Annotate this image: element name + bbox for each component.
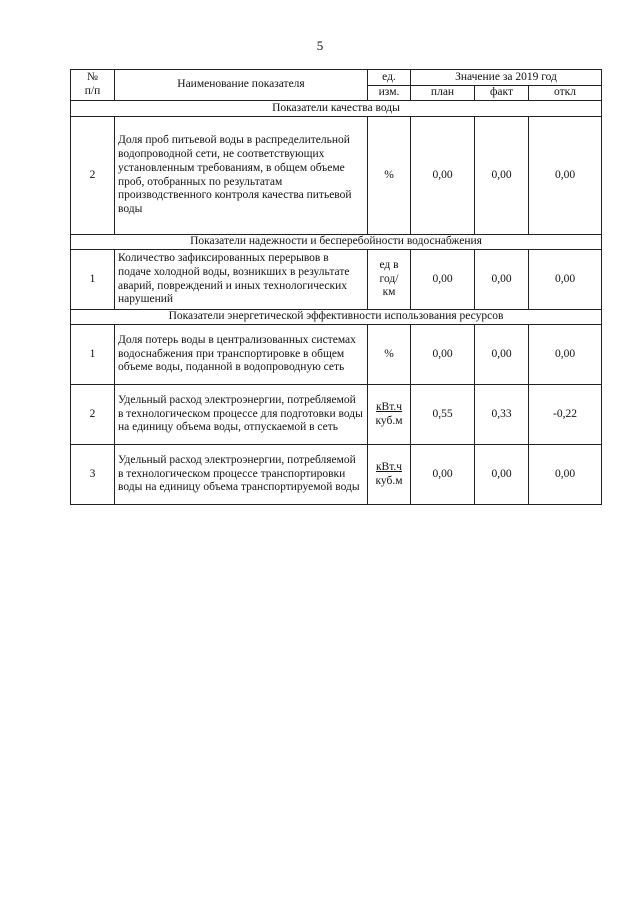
row-name: Удельный расход электроэнергии, потребляемой в технологическом процессе транспортировки воды на единицу объема транспортируемой воды [115,445,368,505]
header-unit-line1: ед. [368,70,411,86]
row-unit: % [368,325,411,385]
row-name: Доля проб питьевой воды в распределительной водопроводной сети, не соответствующих установленным требованиям, в общем объеме проб, отобранных по результатам производственного контроля качества питьевой воды [115,117,368,235]
row-fact: 0,00 [475,117,529,235]
header-unit-line2: изм. [368,86,411,101]
row-plan: 0,00 [411,445,475,505]
header-dev: откл [529,86,602,101]
row-unit [368,445,411,505]
table-row [71,117,602,235]
row-dev: 0,00 [529,325,602,385]
row-dev: 0,00 [529,117,602,235]
row-dev: -0,22 [529,385,602,445]
row-plan: 0,00 [411,250,475,310]
header-fact: факт [475,86,529,101]
row-dev: 0,00 [529,250,602,310]
row-plan: 0,00 [411,117,475,235]
table-row [71,445,602,505]
header-plan: план [411,86,475,101]
row-fact: 0,00 [475,250,529,310]
header-name: Наименование показателя [115,70,368,101]
row-fact: 0,00 [475,325,529,385]
row-unit-line2: год/ [379,272,399,285]
unit-fraction [375,401,402,429]
table-row [71,325,602,385]
row-num: 1 [71,250,115,310]
unit-denominator: куб.м [375,414,403,427]
indicators-table [70,69,602,505]
row-unit [368,385,411,445]
table-row [71,250,602,310]
row-fact: 0,33 [475,385,529,445]
table-row [71,385,602,445]
row-unit: % [368,117,411,235]
header-value-group: Значение за 2019 год [411,70,602,86]
header-num-line1: № [87,71,98,84]
row-num: 3 [71,445,115,505]
section-title-reliability: Показатели надежности и бесперебойности водоснабжения [71,235,602,250]
header-num [71,70,115,101]
section-title-energy: Показатели энергетической эффективности использования ресурсов [71,310,602,325]
row-plan: 0,00 [411,325,475,385]
row-plan: 0,55 [411,385,475,445]
row-num: 2 [71,385,115,445]
header-num-line2: п/п [84,85,101,97]
row-num: 1 [71,325,115,385]
row-num: 2 [71,117,115,235]
row-unit-line1: ед в [379,258,399,271]
row-dev: 0,00 [529,445,602,505]
section-title-quality: Показатели качества воды [71,101,602,117]
unit-fraction [375,461,402,489]
row-fact: 0,00 [475,445,529,505]
row-unit [368,250,411,310]
page-number: 5 [316,38,324,53]
unit-denominator: куб.м [375,474,403,487]
row-name: Доля потерь воды в централизованных системах водоснабжения при транспортировке в общем объеме воды, поданной в водопроводную сеть [115,325,368,385]
unit-numerator: кВт.ч [375,460,403,473]
row-name: Количество зафиксированных перерывов в подаче холодной воды, возникших в результате аварий, повреждений и иных технологических нарушений [115,250,368,310]
unit-numerator: кВт.ч [375,400,403,413]
row-name: Удельный расход электроэнергии, потребляемой в технологическом процессе для подготовки воды на единицу объема воды, отпускаемой в сеть [115,385,368,445]
row-unit-line3: км [382,286,396,299]
